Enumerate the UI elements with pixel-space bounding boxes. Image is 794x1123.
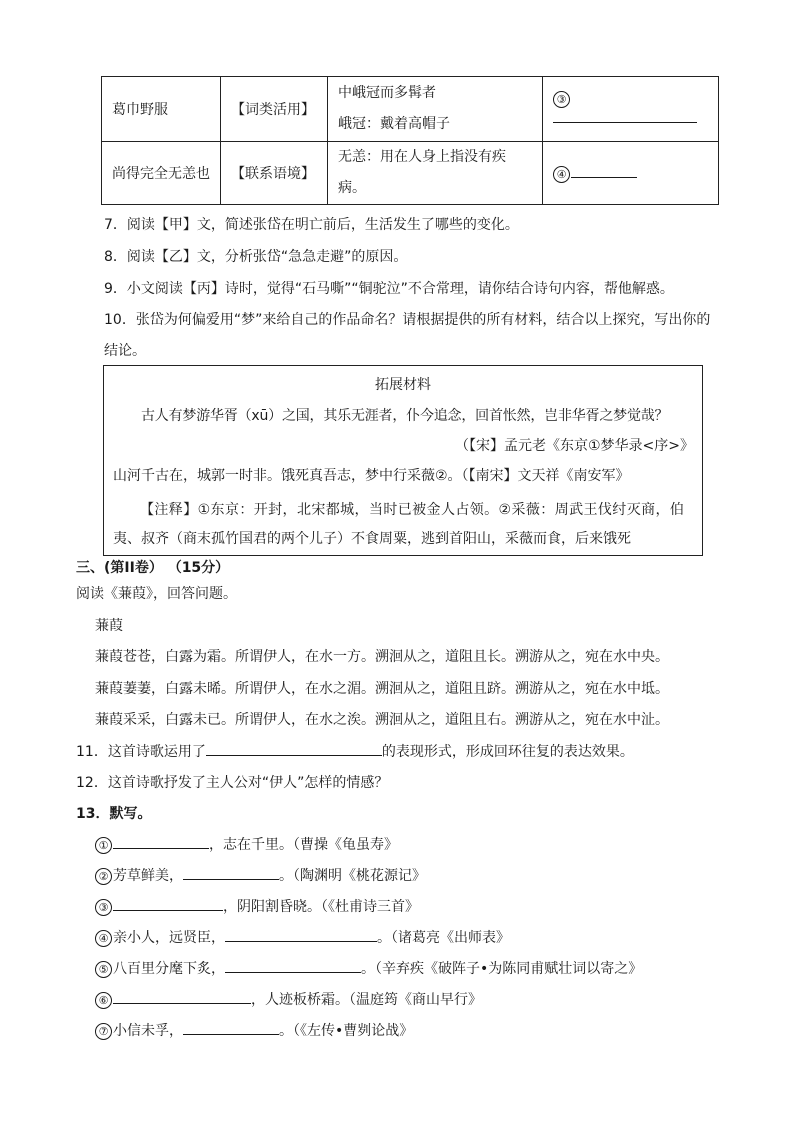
fill-blank[interactable] bbox=[113, 834, 209, 849]
section-intro: 阅读《蒹葭》，回答问题。 bbox=[76, 586, 237, 602]
fill-item-5: ⑤ 八百里分麾下炙， 。（辛弃疾《破阵子•为陈同甫赋壮词以寄之》 bbox=[95, 958, 642, 978]
fill-item-2: ② 芳草鲜美， 。（陶渊明《桃花源记》 bbox=[95, 865, 426, 885]
phrase-cell: 尚得完全无恙也 bbox=[102, 142, 221, 205]
material-title: 拓展材料 bbox=[375, 377, 431, 393]
question-8: 8．阅读【乙】文，分析张岱“急急走避”的原因。 bbox=[104, 249, 408, 265]
question-11: 11．这首诗歌运用了 的表现形式，形成回环往复的表达效果。 bbox=[76, 741, 634, 761]
material-paragraph-2: 山河千古在，城郭一时非。饿死真吾志，梦中行采薇②。（【南宋】文天祥《南安军》 bbox=[113, 468, 630, 484]
example-text: 无恙：用在人身上指没有疾 bbox=[338, 149, 506, 165]
example-text: 中峨冠而多髯者 bbox=[338, 85, 436, 101]
method-cell: 【联系语境】 bbox=[221, 142, 328, 205]
fill-item-7: ⑦ 小信未孚， 。（《左传•曹刿论战》 bbox=[95, 1020, 413, 1040]
extended-material-box bbox=[103, 365, 703, 556]
note-text: 病。 bbox=[338, 180, 366, 196]
question-10: 10．张岱为何偏爱用“梦”来给自己的作品命名？请根据提供的所有材料，结合以上探究，写出你的 bbox=[104, 312, 711, 328]
fill-item-4: ④ 亲小人，远贤臣， 。（诸葛亮《出师表》 bbox=[95, 927, 510, 947]
example-cell bbox=[328, 77, 543, 142]
answer-blank[interactable] bbox=[571, 163, 637, 178]
answer-blank[interactable] bbox=[553, 108, 697, 123]
fill-item-1: ① ，志在千里。（曹操《龟虽寿》 bbox=[95, 834, 398, 854]
note-text: 峨冠：戴着高帽子 bbox=[338, 116, 450, 132]
section-heading: 三、(第II卷） （15分） bbox=[76, 560, 230, 576]
example-cell bbox=[328, 142, 543, 205]
question-7: 7．阅读【甲】文，简述张岱在明亡前后，生活发生了哪些的变化。 bbox=[104, 217, 519, 233]
poem-line: 蒹葭萋萋，白露未晞。所谓伊人，在水之湄。溯洄从之，道阻且跻。溯游从之，宛在水中坻。 bbox=[95, 681, 669, 697]
fill-blank[interactable] bbox=[225, 958, 361, 973]
fill-item-6: ⑥ ，人迹板桥霜。（温庭筠《商山早行》 bbox=[95, 989, 482, 1009]
q11-blank[interactable] bbox=[206, 741, 382, 756]
phrase-cell: 葛巾野服 bbox=[102, 77, 221, 142]
method-cell: 【词类活用】 bbox=[221, 77, 328, 142]
vocab-table bbox=[101, 76, 719, 205]
poem-title: 蒹葭 bbox=[95, 618, 123, 634]
question-12: 12．这首诗歌抒发了主人公对“伊人”怎样的情感？ bbox=[76, 775, 389, 791]
question-10-continued: 结论。 bbox=[104, 343, 146, 359]
question-9: 9．小文阅读【丙】诗时，觉得“石马嘶”“铜驼泣”不合常理，请你结合诗句内容，帮他解惑。 bbox=[104, 281, 674, 297]
table-row bbox=[102, 142, 719, 205]
fill-blank[interactable] bbox=[113, 989, 251, 1004]
fill-blank[interactable] bbox=[183, 1020, 279, 1035]
material-note-2: 夷、叔齐（商末孤竹国君的两个儿子）不食周粟，逃到首阳山，采薇而食，后来饿死 bbox=[113, 531, 631, 547]
answer-cell bbox=[543, 142, 719, 205]
material-note-1: 【注释】①东京：开封，北宋都城，当时已被金人占领。②采薇：周武王伐纣灭商，伯 bbox=[140, 502, 685, 518]
fill-blank[interactable] bbox=[183, 865, 279, 880]
question-13: 13．默写。 bbox=[76, 806, 152, 822]
poem-line: 蒹葭采采，白露未已。所谓伊人，在水之涘。溯洄从之，道阻且右。溯游从之，宛在水中沚。 bbox=[95, 712, 669, 728]
answer-number: ④ bbox=[553, 166, 570, 183]
fill-blank[interactable] bbox=[113, 896, 223, 911]
fill-blank[interactable] bbox=[225, 927, 377, 942]
fill-item-3: ③ ，阴阳割昏晓。（《杜甫诗三首》 bbox=[95, 896, 419, 916]
answer-number: ③ bbox=[553, 91, 570, 108]
poem-line: 蒹葭苍苍，白露为霜。所谓伊人，在水一方。溯洄从之，道阻且长。溯游从之，宛在水中央。 bbox=[95, 649, 669, 665]
answer-cell bbox=[543, 77, 719, 142]
table-row bbox=[102, 77, 719, 142]
material-source-1: （【宋】孟元老《东京①梦华录<序>》 bbox=[454, 438, 694, 454]
material-paragraph-1: 古人有梦游华胥（xū）之国，其乐无涯者，仆今追念，回首怅然，岂非华胥之梦觉哉？ bbox=[141, 408, 669, 424]
